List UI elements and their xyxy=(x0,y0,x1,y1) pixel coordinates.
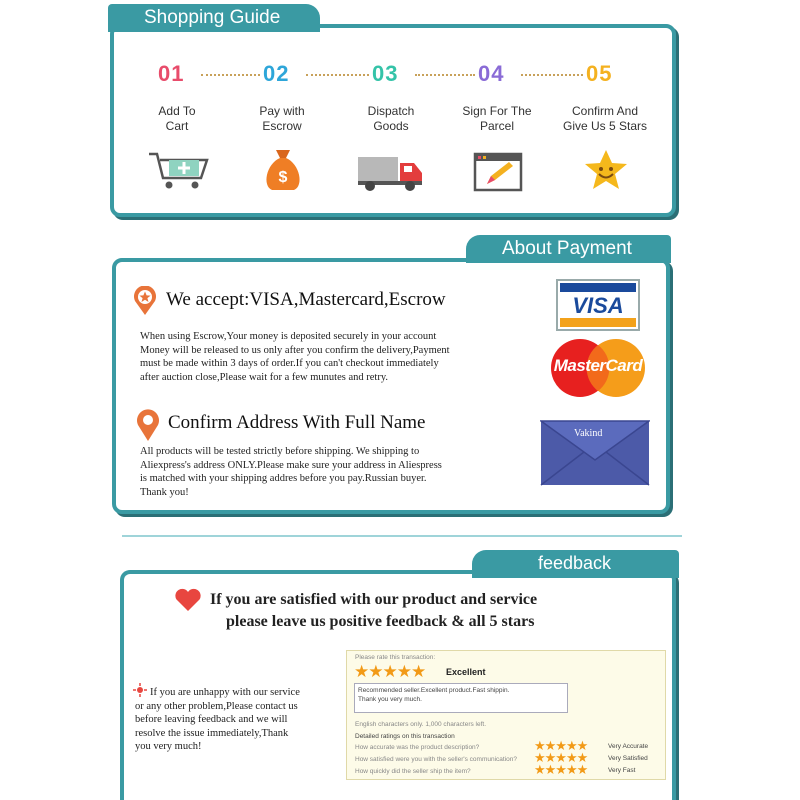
step-label-3: Dispatch Goods xyxy=(367,104,415,133)
question-2-stars: ★★★★★ xyxy=(534,750,588,765)
rate-label: Please rate this transaction: xyxy=(355,654,436,661)
unhappy-text: If you are unhappy with our service or any other problem,Please contact us before leaving feedback and we will resolve the issue immediately,Thank you very much! xyxy=(135,687,300,752)
step-number-4: 04 xyxy=(478,61,505,86)
visa-logo: VISA xyxy=(556,279,640,331)
location-pin-icon xyxy=(135,408,161,442)
question-2-answer: Very Satisfied xyxy=(608,755,648,762)
location-star-icon xyxy=(132,286,158,316)
svg-text:$: $ xyxy=(278,169,288,186)
rating-stars: ★★★★★ xyxy=(354,662,426,681)
question-3: How quickly did the seller ship the item? xyxy=(355,768,471,775)
chars-left: English characters only. 1,000 characters left. xyxy=(355,721,487,728)
money-bag-icon xyxy=(260,146,306,197)
step-connector xyxy=(415,74,475,76)
envelope-label: Vakind xyxy=(574,428,603,439)
address-heading: Confirm Address With Full Name xyxy=(168,412,426,433)
detailed-label: Detailed ratings on this transaction xyxy=(355,733,455,740)
shopping-guide-tab: Shopping Guide xyxy=(108,4,320,32)
question-1-answer: Very Accurate xyxy=(608,743,649,750)
cart-icon xyxy=(147,150,213,195)
section-divider xyxy=(122,535,682,537)
step-label-1: Add To Cart xyxy=(158,104,196,133)
step-number-1: 01 xyxy=(158,61,185,86)
excellent-label: Excellent xyxy=(446,667,486,677)
feedback-heading-line2: please leave us positive feedback & all 5 stars xyxy=(226,613,535,630)
pencil-window-icon xyxy=(473,152,523,197)
feedback-heading-line1: If you are satisfied with our product and service xyxy=(210,591,538,608)
step-connector xyxy=(201,74,260,76)
step-label-2: Pay with Escrow xyxy=(259,104,305,133)
question-2: How satisfied were you with the seller's communication? xyxy=(355,756,518,763)
smiley-star-icon xyxy=(583,148,629,197)
truck-icon xyxy=(356,153,426,198)
accept-text: When using Escrow,Your money is deposited securely in your account Money will be released to us only after you confirm the delivery,Payment must be made within 3 days of order.If you can't checkout immediately after auction close,Please wait for a few munutes and retry. xyxy=(140,331,450,383)
comment-text: Recommended seller.Excellent product.Fast shippin. Thank you very much. xyxy=(358,687,510,703)
question-3-stars: ★★★★★ xyxy=(534,762,588,777)
step-number-2: 02 xyxy=(263,61,290,86)
heart-icon xyxy=(174,588,202,612)
address-text: All products will be tested strictly before shipping. We shipping to Aliexpress's address ONLY.Please make sure your address in Aliespress is matched with your shipping addres before you pay.Russian buyer. Thank you! xyxy=(140,446,442,498)
feedback-tab: feedback xyxy=(472,550,679,578)
about-payment-tab: About Payment xyxy=(466,235,671,263)
step-connector xyxy=(306,74,369,76)
step-number-5: 05 xyxy=(586,61,613,86)
mastercard-label: MasterCard xyxy=(553,356,643,375)
step-connector xyxy=(521,74,583,76)
question-1-stars: ★★★★★ xyxy=(534,738,588,753)
question-1: How accurate was the product description? xyxy=(355,744,480,751)
step-label-4: Sign For The Parcel xyxy=(462,104,532,133)
question-3-answer: Very Fast xyxy=(608,767,636,774)
step-label-5: Confirm And Give Us 5 Stars xyxy=(562,104,648,133)
accept-heading: We accept:VISA,Mastercard,Escrow xyxy=(166,289,446,310)
step-number-3: 03 xyxy=(372,61,399,86)
